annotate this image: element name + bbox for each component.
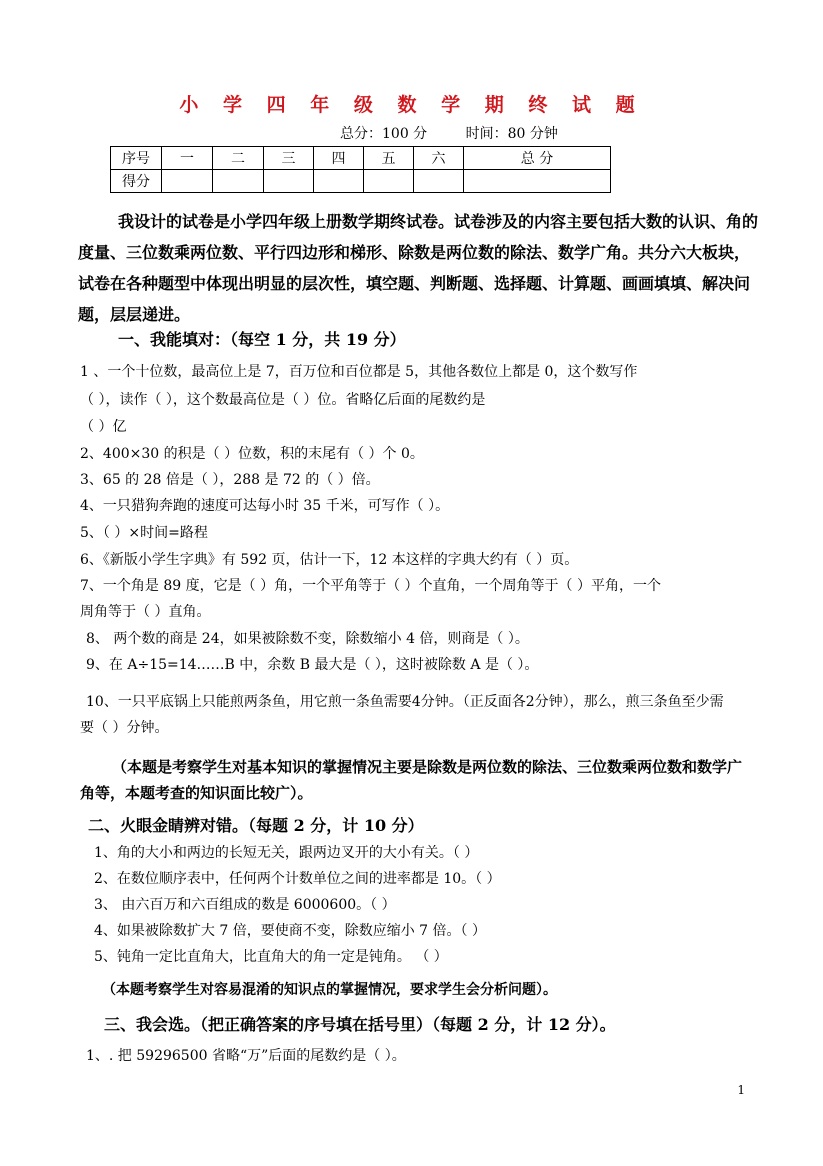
score-header-cell: 五: [364, 147, 414, 170]
exam-title: 小 学 四 年 级 数 学 期 终 试 题: [179, 94, 644, 116]
total-score: 总分：100 分: [340, 126, 428, 142]
score-table-score-row: [111, 170, 611, 193]
section2-note: （本题考察学生对容易混淆的知识点的掌握情况，要求学生会分析问题）。: [102, 982, 557, 998]
score-cell[interactable]: [364, 170, 414, 193]
score-header-cell: 序号: [111, 147, 162, 170]
section1-note: （本题是考察学生对基本知识的掌握情况主要是除数是两位数的除法、三位数乘两位数和数学广角等，本题考查的知识面比较广）。: [80, 758, 743, 802]
question-1-line-2: （ ），读作（ ），这个数最高位是（ ）位。省略亿后面的尾数约是: [80, 392, 486, 408]
score-header-cell: 二: [213, 147, 264, 170]
question-7-line-1: 7、一个角是 89 度，它是（ ）角，一个平角等于（ ）个直角，一个周角等于（ ）平角，一个: [80, 578, 661, 594]
question-10-line-1: 10、一只平底锅上只能煎两条鱼，用它煎一条鱼需要4分钟。（正反面各2分钟），那么，煎三条鱼至少需: [86, 694, 724, 710]
question-7-line-2: 周角等于（ ）直角。: [80, 604, 211, 620]
exam-time: 时间：80 分钟: [465, 126, 558, 142]
section1-heading: 一、我能填对：（每空 1 分，共 19 分）: [118, 330, 406, 349]
page-number: 1: [737, 1083, 745, 1097]
score-header-cell: 总 分: [464, 147, 611, 170]
score-cell[interactable]: [213, 170, 264, 193]
score-cell[interactable]: [264, 170, 314, 193]
question-9: 9、在 A÷15=14……B 中，余数 B 最大是（ ），这时被除数 A 是（ ）。: [86, 657, 539, 673]
question-2: 2、400×30 的积是（ ）位数，积的末尾有（ ）个 0。: [80, 446, 424, 462]
question-1-line-3: （ ）亿: [80, 419, 127, 435]
score-table: [110, 146, 611, 193]
judge-question-5: 5、钝角一定比直角大，比直角大的角一定是钝角。 （ ）: [94, 949, 448, 965]
question-3: 3、65 的 28 倍是（ ），288 是 72 的（ ）倍。: [80, 472, 380, 488]
question-6: 6、《新版小学生字典》有 592 页，估计一下，12 本这样的字典大约有（ ）页。: [80, 552, 579, 568]
score-cell[interactable]: [464, 170, 611, 193]
score-header-cell: 一: [162, 147, 213, 170]
judge-question-3: 3、 由六百万和六百组成的数是 6000600。（ ）: [94, 897, 396, 913]
question-1-line-1: 1 、一个十位数，最高位上是 7，百万位和百位都是 5，其他各数位上都是 0，这个数写作: [80, 364, 638, 380]
score-header-cell: 三: [264, 147, 314, 170]
judge-question-1: 1、角的大小和两边的长短无关，跟两边叉开的大小有关。（ ）: [94, 845, 479, 861]
section2-heading: 二、火眼金睛辨对错。（每题 2 分，计 10 分）: [88, 816, 424, 835]
question-5: 5、（ ）×时间=路程: [80, 525, 208, 541]
score-header-cell: 四: [314, 147, 364, 170]
question-10-line-2: 要（ ）分钟。: [80, 720, 169, 736]
score-table-header-row: [111, 147, 611, 170]
score-cell[interactable]: [314, 170, 364, 193]
section3-heading: 三、我会选。（把正确答案的序号填在括号里）（每题 2 分，计 12 分）。: [104, 1015, 616, 1034]
judge-question-2: 2、在数位顺序表中，任何两个计数单位之间的进率都是 10。（ ）: [94, 871, 501, 887]
score-cell[interactable]: [162, 170, 213, 193]
exam-meta: [340, 123, 558, 143]
question-4: 4、一只猎狗奔跑的速度可达每小时 35 千米，可写作（ ）。: [80, 498, 450, 514]
score-cell[interactable]: [414, 170, 464, 193]
question-8: 8、 两个数的商是 24，如果被除数不变，除数缩小 4 倍，则商是（ ）。: [86, 631, 529, 647]
score-header-cell: 六: [414, 147, 464, 170]
intro-paragraph: 我设计的试卷是小学四年级上册数学期终试卷。试卷涉及的内容主要包括大数的认识、角的度量、三位数乘两位数、平行四边形和梯形、除数是两位数的除法、数学广角。共分六大板块，试卷在各种题型中体现出明显的层次性，填空题、判断题、选择题、计算题、画画填填、解决问题，层层递进。: [78, 212, 759, 324]
score-row-label: 得分: [111, 170, 162, 193]
choice-question-1: 1、. 把 59296500 省略“万”后面的尾数约是（ ）。: [86, 1048, 406, 1064]
judge-question-4: 4、如果被除数扩大 7 倍，要使商不变，除数应缩小 7 倍。（ ）: [94, 923, 486, 939]
